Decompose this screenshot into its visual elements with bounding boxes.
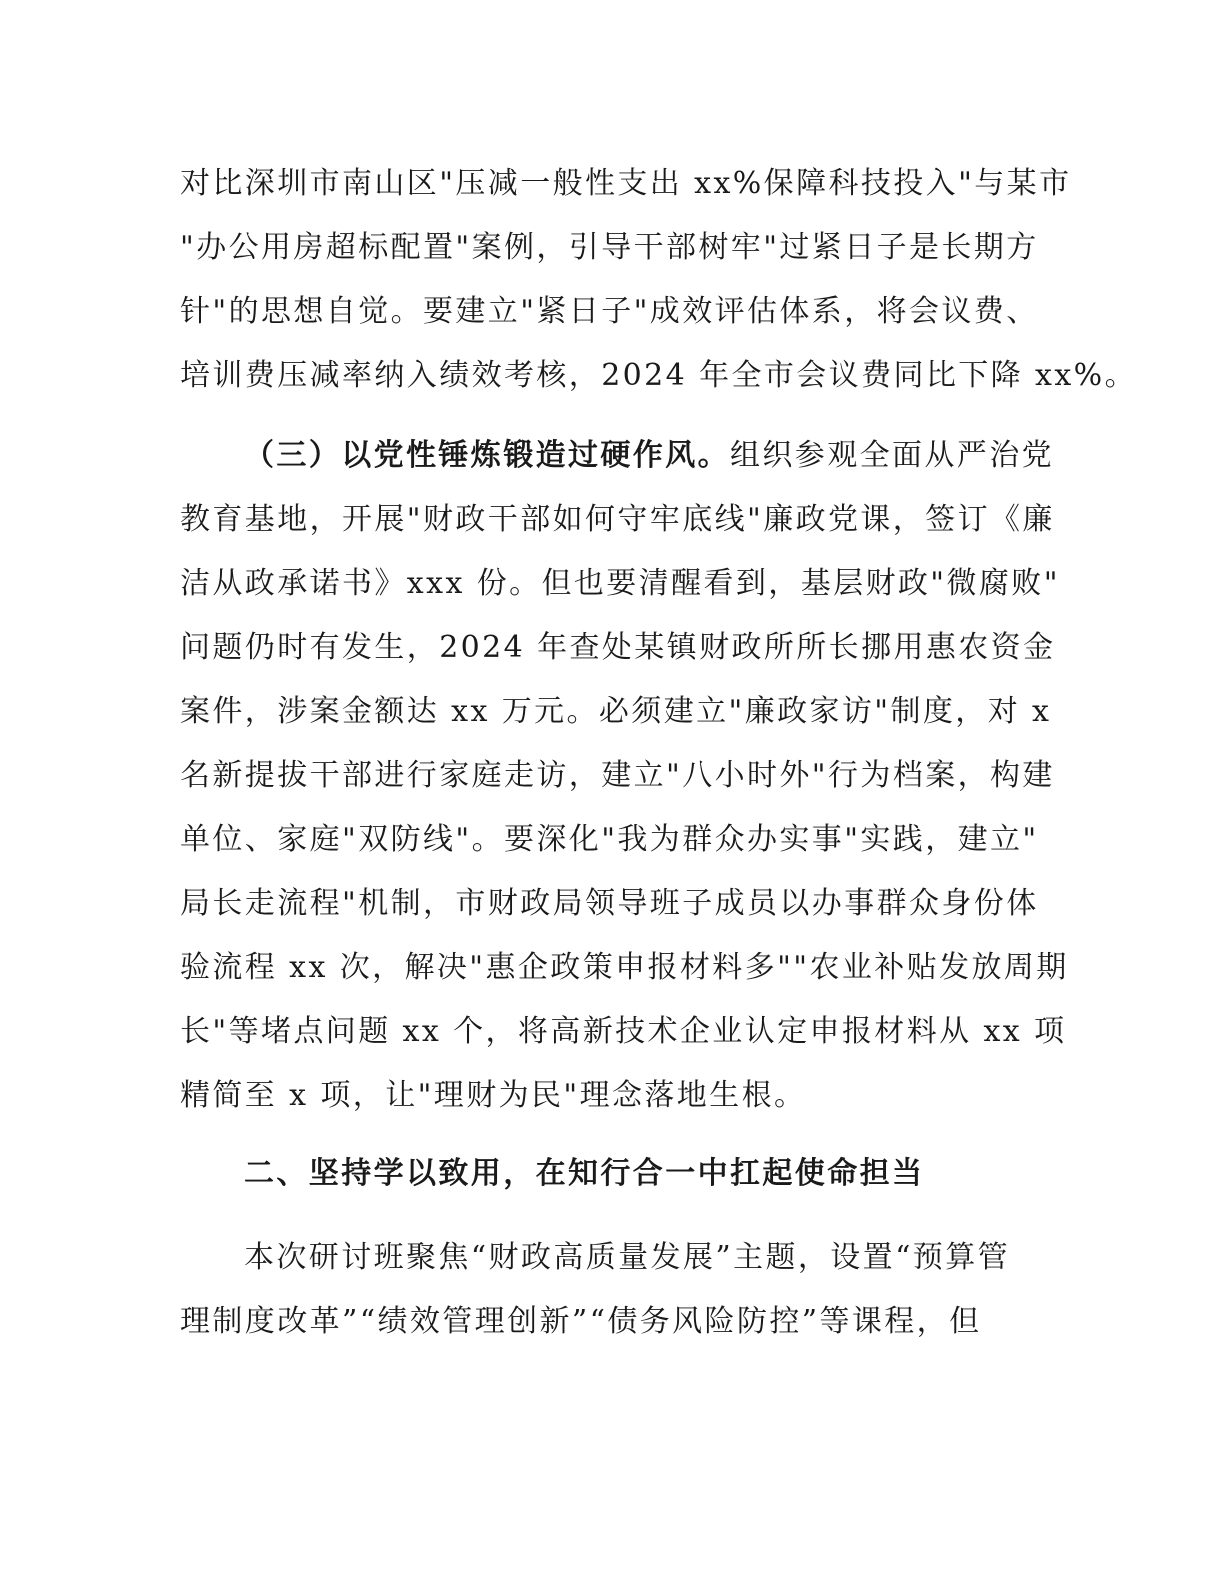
paragraph-2-line-2: 教育基地，开展"财政干部如何守牢底线"廉政党课，签订《廉 [180,502,1055,537]
paragraph-1-line-1: 对比深圳市南山区"压减一般性支出 xx%保障科技投入"与某市 [180,166,1072,201]
paragraph-2-line-1 [244,436,1054,476]
paragraph-2-line-3: 洁从政承诺书》xxx 份。但也要清醒看到，基层财政"微腐败" [180,566,1060,601]
paragraph-2-line-8: 局长走流程"机制，市财政局领导班子成员以办事群众身份体 [180,886,1039,921]
paragraph-1-line-2: "办公用房超标配置"案例，引导干部树牢"过紧日子是长期方 [180,230,1039,265]
section-heading: 二、坚持学以致用，在知行合一中扛起使命担当 [244,1156,925,1191]
paragraph-1-line-4: 培训费压减率纳入绩效考核，2024 年全市会议费同比下降 xx%。 [180,358,1137,393]
paragraph-2-line-10: 长"等堵点问题 xx 个，将高新技术企业认定申报材料从 xx 项 [180,1014,1067,1049]
paragraph-2-line-1-rest: 组织参观全面从严治党 [730,438,1054,473]
paragraph-2-line-5: 案件，涉案金额达 xx 万元。必须建立"廉政家访"制度，对 x [180,694,1052,729]
subsection-heading: （三）以党性锤炼锻造过硬作风。 [244,438,730,473]
paragraph-2-line-11: 精简至 x 项，让"理财为民"理念落地生根。 [180,1078,807,1113]
paragraph-2-line-4: 问题仍时有发生，2024 年查处某镇财政所所长挪用惠农资金 [180,630,1056,665]
paragraph-3-line-1: 本次研讨班聚焦“财政高质量发展”主题，设置“预算管 [244,1240,1011,1275]
paragraph-1-line-3: 针"的思想自觉。要建立"紧日子"成效评估体系，将会议费、 [180,294,1039,329]
paragraph-2-line-6: 名新提拔干部进行家庭走访，建立"八小时外"行为档案，构建 [180,758,1055,793]
paragraph-2-line-7: 单位、家庭"双防线"。要深化"我为群众办实事"实践，建立" [180,822,1039,857]
paragraph-3-line-2: 理制度改革”“绩效管理创新”“债务风险防控”等课程，但 [180,1304,982,1339]
paragraph-2-line-9: 验流程 xx 次，解决"惠企政策申报材料多""农业补贴发放周期 [180,950,1069,985]
